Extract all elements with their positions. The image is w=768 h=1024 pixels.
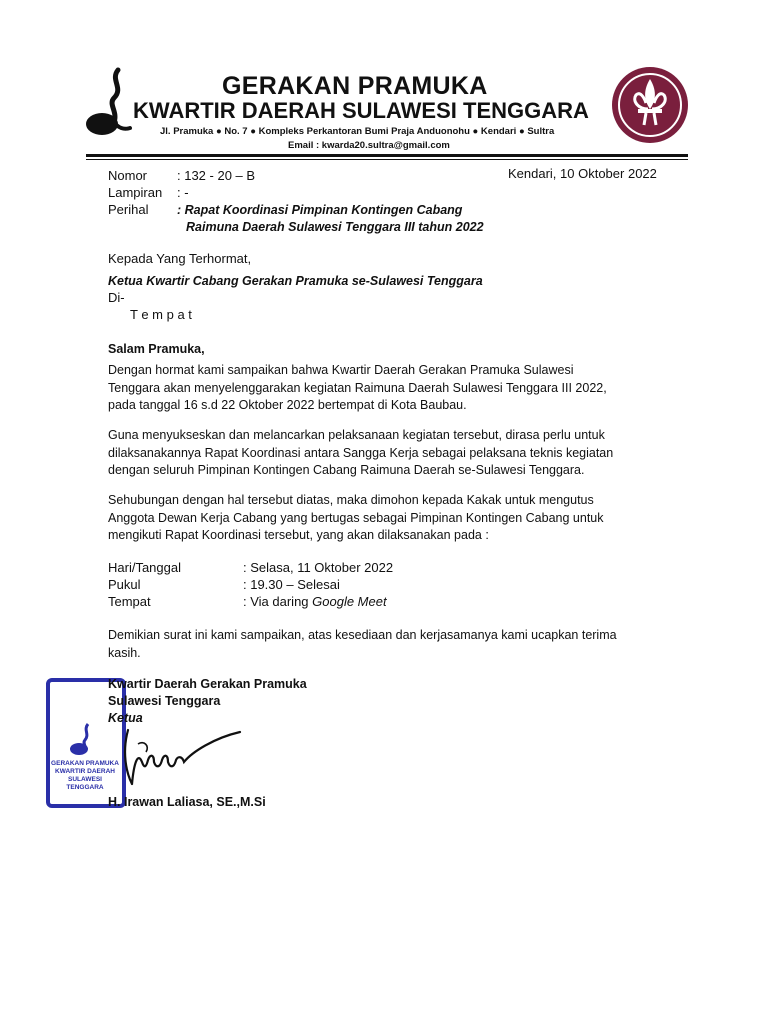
schedule-label-place: Tempat bbox=[108, 594, 151, 609]
body-line: Dengan hormat kami sampaikan bahwa Kwartir Daerah Gerakan Pramuka Sulawesi bbox=[108, 363, 574, 377]
perihal-label: Perihal bbox=[108, 202, 149, 217]
signature-org-line-1: Kwartir Daerah Gerakan Pramuka bbox=[108, 677, 307, 691]
schedule-label-date: Hari/Tanggal bbox=[108, 560, 181, 575]
closing-paragraph bbox=[108, 627, 673, 662]
schedule-place-prefix: : Via daring bbox=[243, 594, 313, 609]
place-date: Kendari, 10 Oktober 2022 bbox=[508, 166, 657, 181]
recipient-di: Di- bbox=[108, 290, 125, 305]
greeting: Salam Pramuka, bbox=[108, 342, 205, 356]
body-line: mengikuti Rapat Koordinasi tersebut, yang akan dilaksanakan pada : bbox=[108, 528, 489, 542]
stamp-logo-icon bbox=[68, 722, 98, 761]
recipient-tempat: T e m p a t bbox=[130, 307, 192, 322]
signature-position: Ketua bbox=[108, 711, 143, 725]
body-paragraph-3 bbox=[108, 492, 673, 545]
schedule-value-time: : 19.30 – Selesai bbox=[243, 577, 340, 592]
stamp-line: GERAKAN PRAMUKA bbox=[51, 760, 119, 767]
schedule-label-time: Pukul bbox=[108, 577, 141, 592]
body-line: Sehubungan dengan hal tersebut diatas, maka dimohon kepada Kakak untuk mengutus bbox=[108, 493, 594, 507]
body-line: pada tanggal 16 s.d 22 Oktober 2022 bertempat di Kota Baubau. bbox=[108, 398, 467, 412]
body-line: Tenggara akan menyelenggarakan kegiatan Raimuna Daerah Sulawesi Tenggara III 2022, bbox=[108, 380, 607, 395]
body-line: dengan seluruh Pimpinan Kontingen Cabang Raimuna Daerah se-Sulawesi Tenggara. bbox=[108, 463, 585, 477]
body-line: Guna menyukseskan dan melancarkan pelaksanaan kegiatan tersebut, dirasa perlu untuk bbox=[108, 428, 605, 442]
schedule-value-date: : Selasa, 11 Oktober 2022 bbox=[243, 560, 394, 575]
org-title: GERAKAN PRAMUKA bbox=[222, 72, 488, 100]
stamp-text bbox=[50, 760, 120, 792]
stamp-line: KWARTIR DAERAH bbox=[55, 768, 115, 775]
signature-org-line-2: Sulawesi Tenggara bbox=[108, 694, 221, 708]
handwritten-signature bbox=[118, 722, 248, 797]
closing-line: kasih. bbox=[108, 645, 141, 660]
perihal-line-2: Raimuna Daerah Sulawesi Tenggara III tahun 2022 bbox=[186, 220, 484, 234]
closing-line: Demikian surat ini kami sampaikan, atas kesediaan dan kerjasamanya kami ucapkan terima bbox=[108, 628, 617, 642]
tunas-kelapa-logo bbox=[84, 66, 134, 146]
body-line: dilaksanakannya Rapat Koordinasi antara Sangga Kerja sebagai pelaksana teknis kegiatan bbox=[108, 445, 614, 460]
body-paragraph-2 bbox=[108, 427, 673, 480]
lampiran-value: : - bbox=[177, 185, 189, 200]
header-rule bbox=[86, 154, 688, 157]
lampiran-label: Lampiran bbox=[108, 185, 163, 200]
stamp-line: SULAWESI TENGGARA bbox=[66, 776, 104, 791]
signature-name: H. Irawan Laliasa, SE.,M.Si bbox=[108, 795, 266, 809]
schedule-value-place bbox=[243, 594, 387, 609]
wosm-emblem-icon bbox=[610, 65, 690, 145]
perihal-line-1: : Rapat Koordinasi Pimpinan Kontingen Cabang bbox=[177, 203, 463, 217]
nomor-value: : 132 - 20 – B bbox=[177, 168, 256, 183]
nomor-label: Nomor bbox=[108, 168, 148, 183]
body-paragraph-1 bbox=[108, 362, 673, 415]
org-address: Jl. Pramuka ● No. 7 ● Kompleks Perkantoran Bumi Praja Anduonohu ● Kendari ● Sultra bbox=[160, 126, 555, 137]
header-rule-thin bbox=[86, 159, 688, 160]
recipient-name: Ketua Kwartir Cabang Gerakan Pramuka se-Sulawesi Tenggara bbox=[108, 274, 483, 288]
body-line: Anggota Dewan Kerja Cabang yang bertugas sebagai Pimpinan Kontingen Cabang untuk bbox=[108, 510, 604, 525]
recipient-salutation: Kepada Yang Terhormat, bbox=[108, 251, 252, 266]
org-subtitle: KWARTIR DAERAH SULAWESI TENGGARA bbox=[133, 98, 589, 123]
schedule-place-app: Google Meet bbox=[312, 594, 387, 609]
org-email: Email : kwarda20.sultra@gmail.com bbox=[288, 140, 450, 151]
